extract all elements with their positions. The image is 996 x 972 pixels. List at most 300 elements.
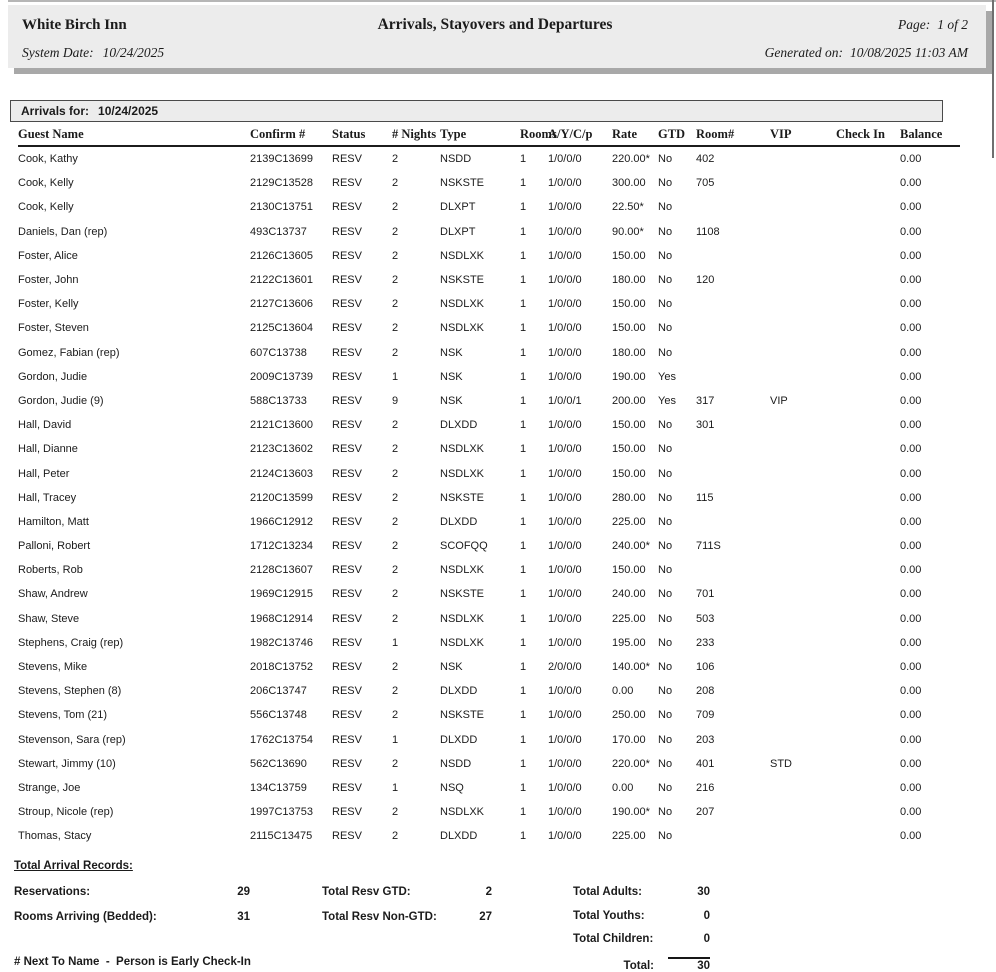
- cell-room-number: 216: [696, 781, 715, 794]
- cell-room-number: [696, 365, 770, 389]
- cell-room-number: 705: [696, 177, 715, 190]
- cell-room-number: [696, 437, 770, 461]
- cell-status: RESV: [332, 709, 362, 722]
- cell-rate: 150.00: [612, 419, 646, 432]
- cell-balance: 0.00: [900, 467, 922, 480]
- generated-on-value: 10/08/2025 11:03 AM: [850, 45, 968, 60]
- cell-aycp: 1/0/0/0: [548, 274, 582, 287]
- column-header: VIP: [770, 122, 836, 146]
- cell-rate: 250.00: [612, 709, 646, 722]
- cell-status: RESV: [332, 322, 362, 335]
- report-title: Arrivals, Stayovers and Departures: [377, 16, 613, 33]
- cell-confirm-number: 1982C13746: [250, 636, 314, 649]
- cell-rooms: 1: [520, 806, 527, 819]
- column-header-row: [18, 122, 960, 146]
- cell-vip: [770, 146, 836, 171]
- cell-room-number: [696, 195, 770, 219]
- cell-guest-name: Hall, Peter: [18, 467, 70, 480]
- arrivals-table-body: [18, 146, 960, 848]
- cell-room-number: 120: [696, 274, 715, 287]
- total-label: Total Youths:: [573, 909, 645, 922]
- table-row: [18, 292, 960, 316]
- table-row: [18, 703, 960, 727]
- cell-confirm-number: 493C13737: [250, 225, 307, 238]
- cell-vip: [770, 800, 836, 824]
- cell-room-number: 402: [696, 153, 715, 166]
- cell-nights: 2: [392, 201, 399, 214]
- cell-confirm-number: 2018C13752: [250, 661, 314, 674]
- cell-room-number: [696, 461, 770, 485]
- cell-guest-name: Foster, John: [18, 274, 79, 287]
- cell-confirm-number: 2129C13528: [250, 177, 314, 190]
- cell-aycp: 1/0/0/1: [548, 394, 582, 407]
- report-header-row-2: [22, 45, 968, 74]
- cell-status: RESV: [332, 225, 362, 238]
- table-row: [18, 437, 960, 461]
- cell-confirm-number: 1969C12915: [250, 588, 314, 601]
- cell-room-type: NSDLXK: [440, 298, 485, 311]
- total-label: Total Resv GTD:: [322, 886, 411, 898]
- cell-balance: 0.00: [900, 153, 922, 166]
- cell-room-type: NSK: [440, 346, 463, 359]
- cell-confirm-number: 2121C13600: [250, 419, 314, 432]
- cell-guest-name: Thomas, Stacy: [18, 830, 92, 843]
- cell-room-type: SCOFQQ: [440, 540, 488, 553]
- cell-room-type: NSDLXK: [440, 564, 485, 577]
- cell-vip: [770, 655, 836, 679]
- cell-vip: [770, 437, 836, 461]
- cell-gtd: No: [658, 806, 673, 819]
- total-value: 31: [237, 911, 250, 923]
- cell-status: RESV: [332, 515, 362, 528]
- cell-confirm-number: 2122C13601: [250, 274, 314, 287]
- cell-check-in: [836, 341, 900, 365]
- totals-group-reservations: [14, 886, 250, 936]
- cell-check-in: [836, 679, 900, 703]
- cell-guest-name: Gordon, Judie: [18, 370, 88, 383]
- cell-rooms: 1: [520, 830, 527, 843]
- cell-guest-name: Shaw, Steve: [18, 612, 80, 625]
- cell-balance: 0.00: [900, 370, 922, 383]
- table-row: [18, 728, 960, 752]
- cell-aycp: 1/0/0/0: [548, 830, 582, 843]
- table-row: [18, 558, 960, 582]
- system-date-label: System Date:: [22, 45, 94, 60]
- cell-room-type: NSDLXK: [440, 612, 485, 625]
- cell-nights: 2: [392, 830, 399, 843]
- total-value: 30: [697, 886, 710, 898]
- cell-balance: 0.00: [900, 419, 922, 432]
- cell-status: RESV: [332, 588, 362, 601]
- cell-rooms: 1: [520, 709, 527, 722]
- cell-check-in: [836, 728, 900, 752]
- cell-rate: 150.00: [612, 467, 646, 480]
- page-indicator: [668, 17, 968, 33]
- totals-row: [573, 957, 710, 972]
- total-value: 27: [479, 911, 492, 923]
- table-row: [18, 268, 960, 292]
- cell-confirm-number: 2139C13699: [250, 153, 314, 166]
- totals-row: [573, 910, 710, 934]
- cell-nights: 2: [392, 177, 399, 190]
- cell-rate: 225.00: [612, 830, 646, 843]
- totals-row: [322, 911, 492, 936]
- cell-aycp: 1/0/0/0: [548, 491, 582, 504]
- cell-rooms: 1: [520, 443, 527, 456]
- column-header: Rate: [612, 122, 658, 146]
- cell-vip: [770, 195, 836, 219]
- cell-nights: 2: [392, 612, 399, 625]
- cell-room-type: DLXPT: [440, 225, 476, 238]
- cell-vip: [770, 728, 836, 752]
- cell-guest-name: Foster, Alice: [18, 249, 78, 262]
- total-value: 2: [485, 886, 492, 898]
- table-row: [18, 244, 960, 268]
- total-label: Total Children:: [573, 933, 654, 946]
- report-header-row-1: [22, 16, 968, 45]
- cell-aycp: 1/0/0/0: [548, 346, 582, 359]
- cell-aycp: 1/0/0/0: [548, 298, 582, 311]
- cell-room-number: 301: [696, 419, 715, 432]
- cell-balance: 0.00: [900, 733, 922, 746]
- cell-check-in: [836, 316, 900, 340]
- column-header: GTD: [658, 122, 696, 146]
- cell-confirm-number: 206C13747: [250, 685, 307, 698]
- cell-nights: 2: [392, 757, 399, 770]
- generated-on-label: Generated on:: [764, 45, 843, 60]
- cell-nights: 2: [392, 515, 399, 528]
- cell-rooms: 1: [520, 491, 527, 504]
- cell-room-type: DLXDD: [440, 419, 478, 432]
- cell-nights: 2: [392, 540, 399, 553]
- cell-rate: 0.00: [612, 685, 634, 698]
- table-row: [18, 220, 960, 244]
- cell-rate: 240.00: [612, 588, 646, 601]
- report-header-panel: [8, 5, 986, 68]
- cell-balance: 0.00: [900, 515, 922, 528]
- cell-balance: 0.00: [900, 225, 922, 238]
- cell-guest-name: Cook, Kelly: [18, 177, 74, 190]
- cell-confirm-number: 562C13690: [250, 757, 307, 770]
- cell-room-number: 401: [696, 757, 715, 770]
- cell-nights: 2: [392, 661, 399, 674]
- cell-rooms: 1: [520, 177, 527, 190]
- window-top-edge: [8, 0, 996, 2]
- cell-guest-name: Palloni, Robert: [18, 540, 91, 553]
- cell-check-in: [836, 800, 900, 824]
- cell-guest-name: Roberts, Rob: [18, 564, 83, 577]
- cell-room-type: NSK: [440, 661, 463, 674]
- cell-room-number: [696, 558, 770, 582]
- cell-room-number: [696, 244, 770, 268]
- cell-aycp: 1/0/0/0: [548, 757, 582, 770]
- cell-room-number: [696, 510, 770, 534]
- cell-status: RESV: [332, 636, 362, 649]
- cell-room-type: NSK: [440, 394, 463, 407]
- cell-room-type: NSKSTE: [440, 709, 485, 722]
- cell-room-type: NSQ: [440, 781, 464, 794]
- cell-vip: [770, 824, 836, 848]
- column-header: Type: [440, 122, 520, 146]
- cell-room-type: NSK: [440, 370, 463, 383]
- totals-heading: Total Arrival Records:: [14, 860, 133, 872]
- cell-room-number: 106: [696, 661, 715, 674]
- column-header: Status: [332, 122, 392, 146]
- cell-aycp: 1/0/0/0: [548, 467, 582, 480]
- cell-guest-name: Stevens, Stephen (8): [18, 685, 122, 698]
- cell-room-number: 503: [696, 612, 715, 625]
- cell-balance: 0.00: [900, 612, 922, 625]
- cell-status: RESV: [332, 370, 362, 383]
- cell-vip: [770, 607, 836, 631]
- cell-vip: [770, 171, 836, 195]
- cell-check-in: [836, 389, 900, 413]
- cell-check-in: [836, 268, 900, 292]
- cell-confirm-number: 2128C13607: [250, 564, 314, 577]
- cell-rate: 195.00: [612, 636, 646, 649]
- cell-rooms: 1: [520, 274, 527, 287]
- cell-balance: 0.00: [900, 346, 922, 359]
- cell-room-type: NSDLXK: [440, 806, 485, 819]
- cell-check-in: [836, 244, 900, 268]
- cell-rate: 150.00: [612, 443, 646, 456]
- cell-vip: [770, 268, 836, 292]
- cell-gtd: No: [658, 515, 673, 528]
- cell-vip: [770, 413, 836, 437]
- cell-guest-name: Foster, Kelly: [18, 298, 79, 311]
- cell-gtd: No: [658, 781, 673, 794]
- column-header: A/Y/C/p: [548, 122, 612, 146]
- table-row: [18, 776, 960, 800]
- system-date: [22, 45, 765, 61]
- table-row: [18, 316, 960, 340]
- cell-room-type: DLXPT: [440, 201, 476, 214]
- cell-aycp: 1/0/0/0: [548, 733, 582, 746]
- cell-rooms: 1: [520, 564, 527, 577]
- cell-guest-name: Stephens, Craig (rep): [18, 636, 124, 649]
- cell-balance: 0.00: [900, 540, 922, 553]
- arrivals-table: [18, 122, 960, 848]
- cell-aycp: 1/0/0/0: [548, 443, 582, 456]
- cell-nights: 2: [392, 153, 399, 166]
- column-header: Guest Name: [18, 122, 250, 146]
- cell-balance: 0.00: [900, 274, 922, 287]
- cell-rate: 300.00: [612, 177, 646, 190]
- total-value: 0: [703, 909, 710, 922]
- cell-balance: 0.00: [900, 588, 922, 601]
- cell-status: RESV: [332, 201, 362, 214]
- cell-guest-name: Cook, Kathy: [18, 153, 78, 166]
- cell-room-type: NSDD: [440, 757, 472, 770]
- cell-room-type: NSKSTE: [440, 274, 485, 287]
- system-date-value: 10/24/2025: [102, 45, 165, 60]
- cell-rate: 180.00: [612, 346, 646, 359]
- total-label: Total Resv Non-GTD:: [322, 911, 437, 923]
- cell-nights: 2: [392, 225, 399, 238]
- cell-gtd: Yes: [658, 394, 676, 407]
- cell-rate: 0.00: [612, 781, 634, 794]
- cell-aycp: 1/0/0/0: [548, 153, 582, 166]
- cell-check-in: [836, 365, 900, 389]
- cell-confirm-number: 2120C13599: [250, 491, 314, 504]
- cell-status: RESV: [332, 540, 362, 553]
- cell-confirm-number: 2127C13606: [250, 298, 314, 311]
- cell-rooms: 1: [520, 733, 527, 746]
- cell-guest-name: Daniels, Dan (rep): [18, 225, 108, 238]
- cell-check-in: [836, 558, 900, 582]
- cell-vip: [770, 534, 836, 558]
- cell-check-in: [836, 171, 900, 195]
- cell-rate: 140.00*: [612, 661, 650, 674]
- cell-confirm-number: 607C13738: [250, 346, 307, 359]
- cell-rooms: 1: [520, 346, 527, 359]
- totals-row: [14, 911, 250, 936]
- cell-guest-name: Hall, David: [18, 419, 72, 432]
- column-header: Balance: [900, 122, 960, 146]
- cell-status: RESV: [332, 249, 362, 262]
- cell-confirm-number: 1762C13754: [250, 733, 314, 746]
- cell-check-in: [836, 752, 900, 776]
- cell-rooms: 1: [520, 467, 527, 480]
- cell-room-number: 203: [696, 733, 715, 746]
- cell-rooms: 1: [520, 153, 527, 166]
- hotel-name: White Birch Inn: [22, 17, 127, 33]
- cell-check-in: [836, 607, 900, 631]
- cell-check-in: [836, 510, 900, 534]
- cell-balance: 0.00: [900, 564, 922, 577]
- cell-aycp: 1/0/0/0: [548, 540, 582, 553]
- cell-confirm-number: 2130C13751: [250, 201, 314, 214]
- cell-confirm-number: 556C13748: [250, 709, 307, 722]
- cell-guest-name: Stevens, Tom (21): [18, 709, 108, 722]
- cell-rate: 240.00*: [612, 540, 650, 553]
- table-row: [18, 146, 960, 171]
- cell-check-in: [836, 437, 900, 461]
- cell-gtd: No: [658, 540, 673, 553]
- cell-nights: 2: [392, 564, 399, 577]
- cell-nights: 2: [392, 806, 399, 819]
- cell-guest-name: Hall, Tracey: [18, 491, 77, 504]
- cell-rooms: 1: [520, 298, 527, 311]
- cell-nights: 1: [392, 370, 399, 383]
- totals-row: [573, 933, 710, 957]
- cell-rooms: 1: [520, 612, 527, 625]
- cell-aycp: 1/0/0/0: [548, 636, 582, 649]
- table-row: [18, 679, 960, 703]
- cell-room-number: 317: [696, 394, 715, 407]
- cell-room-type: NSKSTE: [440, 588, 485, 601]
- cell-room-type: DLXDD: [440, 515, 478, 528]
- total-label: Total:: [623, 960, 654, 972]
- totals-row: [322, 886, 492, 911]
- table-row: [18, 171, 960, 195]
- cell-balance: 0.00: [900, 443, 922, 456]
- cell-gtd: No: [658, 491, 673, 504]
- table-row: [18, 510, 960, 534]
- cell-gtd: No: [658, 153, 673, 166]
- cell-vip: [770, 341, 836, 365]
- cell-balance: 0.00: [900, 830, 922, 843]
- table-row: [18, 486, 960, 510]
- cell-rate: 200.00: [612, 394, 646, 407]
- cell-confirm-number: 1997C13753: [250, 806, 314, 819]
- table-row: [18, 824, 960, 848]
- cell-vip: [770, 703, 836, 727]
- cell-check-in: [836, 824, 900, 848]
- cell-balance: 0.00: [900, 636, 922, 649]
- cell-check-in: [836, 631, 900, 655]
- total-value: 30: [668, 957, 710, 972]
- cell-aycp: 1/0/0/0: [548, 564, 582, 577]
- cell-gtd: No: [658, 685, 673, 698]
- cell-rooms: 1: [520, 249, 527, 262]
- cell-rate: 170.00: [612, 733, 646, 746]
- cell-balance: 0.00: [900, 661, 922, 674]
- cell-room-type: NSDLXK: [440, 249, 485, 262]
- cell-room-type: DLXDD: [440, 685, 478, 698]
- cell-rooms: 1: [520, 781, 527, 794]
- cell-aycp: 1/0/0/0: [548, 225, 582, 238]
- cell-gtd: No: [658, 588, 673, 601]
- cell-status: RESV: [332, 781, 362, 794]
- cell-aycp: 1/0/0/0: [548, 201, 582, 214]
- column-header: Room#: [696, 122, 770, 146]
- cell-gtd: No: [658, 346, 673, 359]
- cell-rate: 150.00: [612, 322, 646, 335]
- cell-rate: 150.00: [612, 564, 646, 577]
- cell-confirm-number: 134C13759: [250, 781, 307, 794]
- cell-aycp: 1/0/0/0: [548, 806, 582, 819]
- cell-status: RESV: [332, 177, 362, 190]
- cell-guest-name: Stroup, Nicole (rep): [18, 806, 114, 819]
- cell-status: RESV: [332, 274, 362, 287]
- cell-nights: 2: [392, 346, 399, 359]
- cell-rate: 220.00*: [612, 153, 650, 166]
- cell-aycp: 1/0/0/0: [548, 177, 582, 190]
- cell-nights: 2: [392, 491, 399, 504]
- cell-guest-name: Shaw, Andrew: [18, 588, 88, 601]
- cell-room-type: NSDD: [440, 153, 472, 166]
- cell-guest-name: Stevens, Mike: [18, 661, 88, 674]
- cell-aycp: 1/0/0/0: [548, 249, 582, 262]
- generated-on: [765, 45, 968, 61]
- cell-guest-name: Stewart, Jimmy (10): [18, 757, 116, 770]
- cell-room-number: 709: [696, 709, 715, 722]
- cell-gtd: No: [658, 709, 673, 722]
- cell-balance: 0.00: [900, 298, 922, 311]
- total-label: Rooms Arriving (Bedded):: [14, 911, 157, 923]
- totals-row: [573, 886, 710, 910]
- cell-room-number: 207: [696, 806, 715, 819]
- cell-nights: 2: [392, 249, 399, 262]
- table-row: [18, 534, 960, 558]
- cell-gtd: No: [658, 419, 673, 432]
- cell-room-number: 233: [696, 636, 715, 649]
- cell-guest-name: Strange, Joe: [18, 781, 81, 794]
- cell-nights: 2: [392, 419, 399, 432]
- total-value: 29: [237, 886, 250, 898]
- cell-room-number: [696, 292, 770, 316]
- column-header: Rooms: [520, 122, 548, 146]
- arrivals-section-date: 10/24/2025: [98, 104, 159, 118]
- cell-rate: 90.00*: [612, 225, 644, 238]
- cell-confirm-number: 2115C13475: [250, 830, 313, 843]
- cell-aycp: 1/0/0/0: [548, 370, 582, 383]
- table-row: [18, 389, 960, 413]
- column-header: # Nights: [392, 122, 440, 146]
- cell-room-type: NSKSTE: [440, 491, 485, 504]
- cell-room-number: 701: [696, 588, 715, 601]
